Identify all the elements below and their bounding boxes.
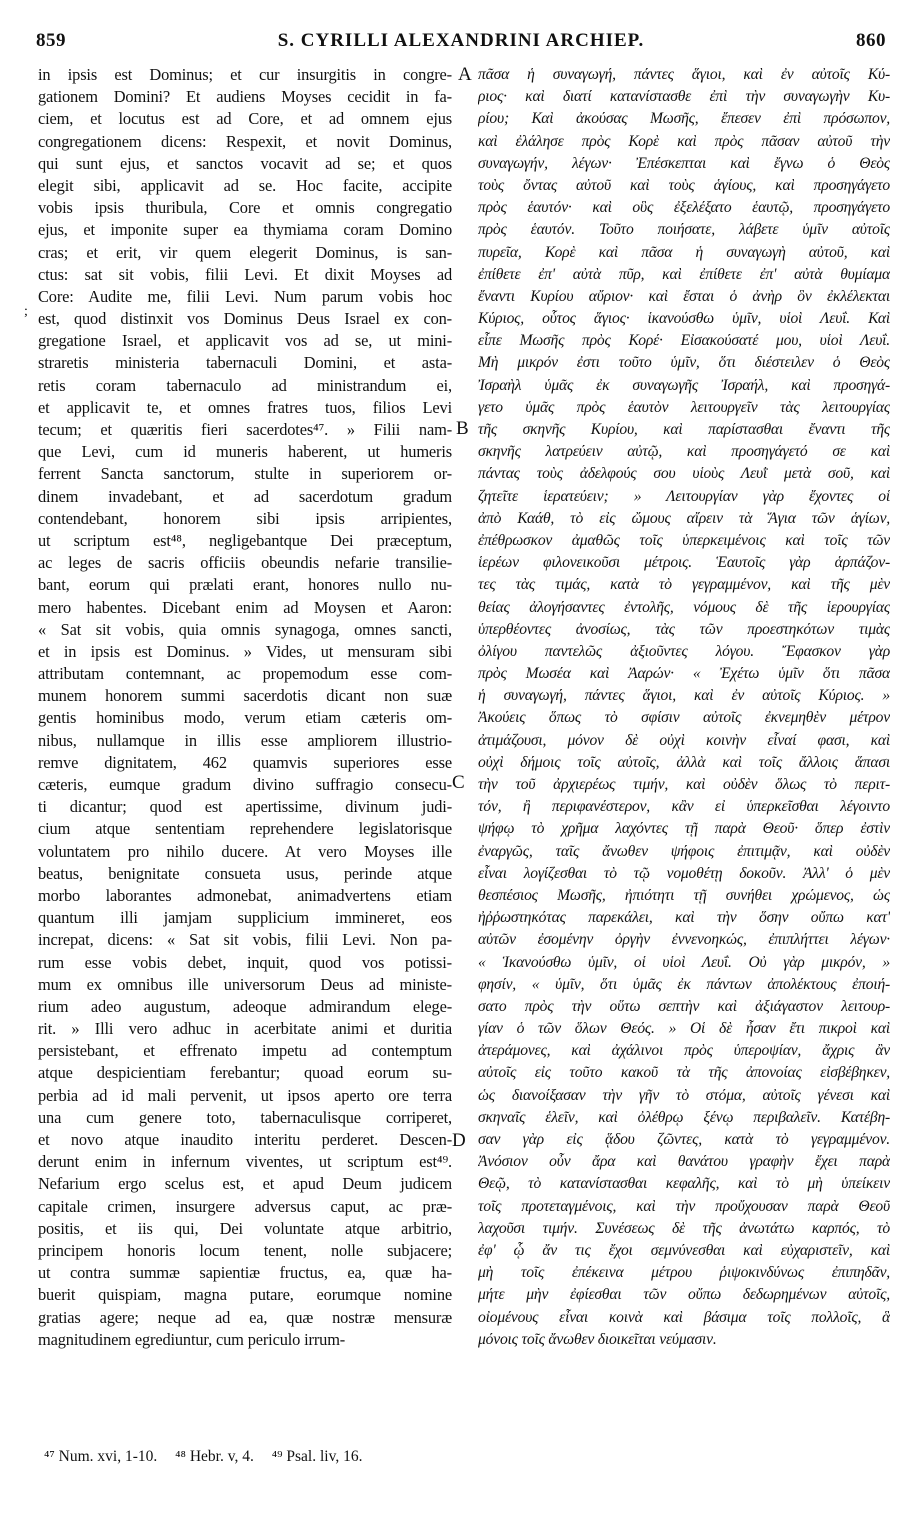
latin-text-line: morbo laborantes admonebat, animadvertens etiam [38, 885, 452, 905]
margin-mark: ; [24, 304, 28, 319]
greek-text-line: ὑπερθέοντες ἀνοσίως, τὰς τῶν προεστηκότων τιμὰς [478, 620, 890, 638]
running-header [36, 30, 886, 60]
greek-text-line: Μὴ μικρόν ἐστι τοῦτο ὑμῖν, ὅτι διέστειλεν ὁ Θεὸς [478, 354, 890, 372]
latin-text-line: in ipsis est Dominus; et cur insurgitis in congre- [38, 65, 452, 84]
greek-text-line: ψήφῳ τὸ χρῆμα λαχόντες τῇ παρὰ Θεοῦ· ὅπερ ἐστὶν [478, 820, 890, 838]
latin-text-line: gationem Domini? Et audiens Moyses cecidit in fa- [38, 87, 452, 107]
greek-text-line: σαν γὰρ εἰς ᾅδου ζῶντες, κατὰ τὸ γεγραμμένον. [478, 1131, 890, 1148]
greek-text-line: σκηναῖς ἑλεῖν, καὶ ὀλέθρῳ ξένῳ περιβαλεῖν. Κατέβη- [478, 1108, 890, 1126]
latin-text-line: Core: Audite me, filii Levi. Num parum vobis hoc [38, 286, 452, 306]
greek-text-line: εἶπε Μωσῆς πρὸς Κορέ· Εἰσακούσατέ μου, υἱοὶ Λευΐ. [478, 332, 890, 350]
latin-text-line: remve dignitatem, 462 quamvis superiores esse [38, 752, 452, 772]
latin-text-line: munem honorem summi sacerdotis dicant non suæ [38, 686, 452, 706]
greek-text-line: συναγωγήν, λέγων· Ἐπέσκεπται καὶ ἔγνω ὁ Θεὸς [478, 154, 890, 172]
greek-text-line: σατο πρὸς τὴν οὕτω σεπτὴν καὶ ἀξιάγαστον λειτουρ- [478, 997, 890, 1015]
greek-text-line: ζητεῖτε ἱερατεύειν; » Λειτουργίαν γὰρ ἔχοντες οἱ [478, 487, 890, 505]
greek-text-line: Ἀκούεις ὅπως τὸ σφίσιν αὐτοῖς ἐκνεμηθὲν μέτρον [478, 709, 890, 727]
latin-text-line: cæteris, eumque gradum divino suffragio consecu- [38, 775, 452, 794]
greek-text-line: τοῖς προτεταγμένοις, καὶ τὴν προὔχουσαν παρὰ Θεοῦ [478, 1197, 890, 1215]
greek-text-line: ρίου; Καὶ ἀκούσας Μωσῆς, ἔπεσεν ἐπὶ πρόσωπον, [478, 110, 890, 128]
greek-text-line: θεσπέσιος Μωσῆς, ἠπιότητι τῇ συνήθει χρώμενος, ὡς [478, 886, 890, 904]
greek-text-line: ἐναργῶς, ταῖς ἄνωθεν ψήφοις ἐπιτιμᾷν, καὶ οὐδὲν [478, 842, 890, 860]
greek-text-line: γετο ὑμᾶς πρὸς ἑαυτὸν λειτουργεῖν τὰς λειτουργίας [478, 398, 890, 416]
greek-text-line: φησίν, « ὑμῖν, ὅτι ὑμᾶς ἐκ πάντων ἀπολέκτους ἐποιή- [478, 975, 890, 993]
latin-text-line: et novo atque inaudito interitu perderet. Descen- [38, 1130, 452, 1149]
greek-text-line: τῆς σκηνῆς Κυρίου, καὶ παρίστασθαι ἔναντι τῆς [478, 421, 890, 438]
latin-text-line: buerit quispiam, magna putare, eorumque nomine [38, 1285, 452, 1305]
latin-text-line: ferrent Sancta sanctorum, stulte in superiorem or- [38, 464, 452, 484]
greek-text-line: « Ἱκανούσθω ὑμῖν, οἱ υἱοὶ Λευΐ. Οὐ γὰρ μικρόν, » [478, 953, 890, 971]
greek-text-line: τες τὰς τιμάς, κατὰ τὸ γεγραμμένον, καὶ τῆς μὲν [478, 576, 890, 594]
section-marker-c: C [452, 772, 465, 793]
right-page-number: 860 [856, 30, 886, 51]
latin-text-line: straretis ministeria tabernaculi Domini, et asta- [38, 353, 452, 373]
footnote: ⁴⁸ Hebr. v, 4. [175, 1448, 254, 1465]
greek-text-line: λαχοῦσι τιμήν. Συνέσεως δὲ τῆς ἀνωτάτω καρπός, τὸ [478, 1219, 890, 1237]
latin-text-line: tecum; et quæritis fieri sacerdotes⁴⁷. » Filii nam- [38, 420, 452, 439]
greek-text-line: ἔναντι Κυρίου αὔριον· καὶ ἔσται ὁ ἀνὴρ ὃν ἐκλέλεκται [478, 287, 890, 305]
latin-text-line: et applicavit te, et omnes fratres tuos, filios Levi [38, 397, 452, 417]
greek-text-line: αὐτῶν ἐσομένην ὀργὴν ἐννενοηκώς, ἐπιπλήττει λέγων· [478, 931, 890, 949]
latin-text-line: magnitudinem egrediuntur, cum periculo irrum- [38, 1329, 346, 1349]
latin-text-line: gratias agere; neque ad ea, quæ nostræ mensuræ [38, 1307, 452, 1327]
latin-text-line: mero habentes. Dicebant enim ad Moysen et Aaron: [38, 597, 452, 617]
latin-text-line: attributam contemnant, ac propemodum esse com- [38, 664, 452, 684]
latin-text-line: perbia ad id mali pervenit, ut ipsos aperto ore terra [38, 1085, 452, 1105]
footnote: ⁴⁷ Num. xvi, 1-10. [44, 1448, 158, 1465]
latin-text-line: rit. » Illi vero adhuc in acerbitate animi et duritia [38, 1019, 452, 1039]
greek-text-line: Θεῷ, τὸ κατανίστασθαι κεφαλῆς, καὶ τὸ μὴ ὑπείκειν [478, 1175, 890, 1193]
greek-text-line: ἐφ' ᾧ ἄν τις ἔχοι σεμνύνεσθαι καὶ εὐχαριστεῖν, καὶ [478, 1241, 890, 1259]
greek-text-line: τόν, ἢ περιφανέστερον, κἂν εἰ ὑπερκεῖσθαι λέγοιντο [478, 798, 890, 816]
latin-text-line: ejus, et imponite super ea thymiama coram Domino [38, 220, 452, 240]
greek-text-line: τοὺς ὄντας αὐτοῦ καὶ τοὺς ἁγίους, καὶ προσηγάγετο [478, 176, 890, 194]
greek-text-line: Ἰσραὴλ ὑμᾶς ἐκ συναγωγῆς Ἰσραήλ, καὶ προσηγά- [478, 376, 890, 394]
greek-text-line: πᾶσα ἡ συναγωγή, πάντες ἅγιοι, καὶ ἐν αὐτοῖς Κύ- [478, 66, 890, 83]
greek-text-line: πυρεῖα, Κορὲ καὶ πᾶσα ἡ συναγωγὴ αὐτοῦ, καὶ [478, 243, 890, 261]
greek-text-line: Ἀνόσιον οὖν ἄρα καὶ θανάτου γραφὴν ἔχει παρὰ [478, 1153, 890, 1171]
latin-text-line: contendebant, honorem sibi ipsis arripientes, [38, 508, 452, 528]
running-title: S. CYRILLI ALEXANDRINI ARCHIEP. [277, 30, 645, 51]
latin-column [38, 64, 452, 1351]
section-marker-a: A [458, 64, 472, 85]
latin-text-line: voluntatem pro nihilo ducere. At vero Moyses ille [38, 841, 452, 861]
latin-text-line: retis coram tabernaculo ad ministrandum ei, [38, 375, 452, 395]
greek-text-line: ἱερέων φιλονεικοῦσι μέτροις. Ἑαυτοῖς γὰρ ἁρπάζον- [478, 554, 890, 572]
latin-text-line: ti dicantur; quod est apertissime, divinum judi- [38, 797, 452, 817]
latin-text-line: increpat, dicens: « Sat sit vobis, filii Levi. Non pa- [38, 930, 452, 950]
latin-text-line: rum esse vobis debet, inquit, quod vos potissi- [38, 952, 452, 972]
latin-text-line: « Sat sit vobis, quia omnis synagoga, omnes sancti, [38, 619, 452, 639]
latin-text-line: ctus: sat sit vobis, filii Levi. Et dixit Moyses ad [38, 264, 452, 284]
greek-text-line: μήτε μὴν ἐφίεσθαι τῶν οὔπω δεδωρημένων αὐτοῖς, [478, 1286, 890, 1304]
latin-text-line: cras; et erit, vir quem elegerit Dominus, is san- [38, 242, 452, 262]
latin-text-line: ac leges de sacris officiis obeundis nefarie transilie- [38, 553, 452, 573]
greek-text-line: μόνοις τοῖς ἄνωθεν διοικεῖται νεύμασιν. [478, 1330, 717, 1348]
greek-text-line: ἠῤῥωστηκότας παρεκάλει, καὶ τὴν ὅσην οὔπω κατ' [478, 909, 890, 927]
latin-text-line: gentis hominibus modo, verum etiam cæteris om- [38, 708, 452, 728]
greek-text-line: αὐτοῖς εἰς τοῦτο κακοῦ τὰ τῆς ἀπονοίας εἰσβέβηκεν, [478, 1064, 890, 1082]
greek-text-line: οὐχὶ δήμοις τοῖς αὐτοῖς, ἀλλὰ καὶ τοῖς ἄλλοις ἅπασι [478, 753, 890, 771]
greek-text-line: γίαν ὁ τῶν ὅλων Θεός. » Οἱ δὲ ἦσαν ἔτι πικροὶ καὶ [478, 1020, 890, 1038]
greek-text-line: πρὸς Μωσέα καὶ Ἀαρών· « Ἐχέτω ὑμῖν ὅτι πᾶσα [478, 665, 890, 683]
latin-text-line: congregationem dicens: Respexit, et novit Dominus, [38, 131, 452, 151]
latin-text-line: capitale crimen, insurgere adversus caput, ac præ- [38, 1196, 452, 1216]
greek-column [478, 64, 890, 1351]
footnote: ⁴⁹ Psal. liv, 16. [271, 1448, 363, 1465]
latin-text-line: ciem, et locutus est ad Core, et ad omnem ejus [38, 109, 452, 129]
greek-text-line: ἐπίθετε ἐπ' αὐτὰ πῦρ, καὶ ἐπίθετε ἐπ' αὐτὰ θυμίαμα [478, 265, 890, 283]
latin-text-line: rium adeo augustum, adeoque admirandum elege- [38, 996, 452, 1016]
greek-text-line: οἰομένους εἶναι κοινὰ καὶ βάσιμα τοῖς πολλοῖς, ἃ [478, 1308, 890, 1326]
greek-text-line: ἡ συναγωγή, πάντες ἅγιοι, καὶ ἐν αὐτοῖς Κύριος. » [478, 687, 890, 705]
greek-text-line: ἐπέθρωσκον ἀμαθῶς τοῖς ὑπερκειμένοις καὶ τοῖς τῶν [478, 531, 890, 549]
footnotes [44, 1448, 376, 1466]
latin-text-line: vobis ipsis thuribula, Core et omnis congregatio [38, 198, 452, 218]
greek-text-line: καὶ ἐλάλησε πρὸς Κορὲ καὶ πρὸς πᾶσαν αὐτοῦ τὴν [478, 132, 890, 150]
latin-text-line: persistebant, et effrenato impetu ad contemptum [38, 1041, 452, 1061]
latin-text-line: mum ex omnibus ille universorum Deus ad ministe- [38, 974, 452, 994]
greek-text-line: ὀλίγου παντελῶς ἀξιοῦντες λόγου. Ἔφασκον γὰρ [478, 642, 890, 660]
latin-text-line: quantum illi jamjam supplicium immineret, eos [38, 908, 452, 928]
greek-text-line: εἶναι λογίζεσθαι τὸ τῷ νομοθέτῃ δοκοῦν. Ἀλλ' ὁ μὲν [478, 864, 890, 882]
section-marker-d: D [452, 1130, 466, 1151]
greek-text-line: σκηνῆς λατρεύειν αὐτῷ, καὶ προσηγάγετό σε καὶ [478, 443, 890, 461]
latin-text-line: est, quod distinxit vos Dominus Deus Israel ex con- [38, 309, 452, 329]
greek-text-line: τὴν τοῦ ἀρχιερέως τιμήν, καὶ οὐδὲν ὅλως τὸ περιτ- [478, 776, 890, 793]
latin-text-line: principem honoris locum tenent, nolle subjacere; [38, 1240, 452, 1260]
latin-text-line: qui sunt ejus, et sanctos vocavit ad se; et quos [38, 153, 452, 173]
latin-text-line: cium atque sententiam reprehendere legislatorisque [38, 819, 452, 839]
latin-text-line: ut scriptum est⁴⁸, negligebantque Dei præceptum, [38, 530, 452, 550]
latin-text-line: gregatione Israel, et applicavit vos ad se, ut mini- [38, 331, 452, 351]
latin-text-line: dinem invadebant, et ad sacerdotum gradum [38, 486, 452, 506]
latin-text-line: Nefarium ergo scelus est, et apud Deum judicem [38, 1174, 452, 1194]
latin-text-line: derunt enim in infernum viventes, ut scriptum est⁴⁹. [38, 1152, 452, 1172]
greek-text-line: πρὸς ἑαυτόν. Τοῦτο ποιήσατε, λάβετε ὑμῖν αὐτοῖς [478, 221, 890, 239]
section-marker-b: B [456, 418, 469, 439]
latin-text-line: elegit sibi, applicavit ad se. Hoc facite, accipite [38, 175, 452, 195]
latin-text-line: positis, et iis qui, Dei voluntate atque arbitrio, [38, 1218, 452, 1238]
latin-text-line: bant, eorum qui prælati erant, honores nullo nu- [38, 575, 452, 595]
greek-text-line: ὡς διανοίξασαν τὴν γῆν τὸ στόμα, αὐτοῖς γένεσι καὶ [478, 1086, 890, 1104]
greek-text-line: ριος· καὶ διατί κατανίστασθε ἐπὶ τὴν συναγωγὴν Κυ- [478, 88, 890, 106]
greek-text-line: πρὸς ἑαυτόν· καὶ οὓς ἐξελέξατο ἑαυτῷ, προσηγάγετο [478, 199, 890, 217]
greek-text-line: ἀπὸ Καάθ, τὸ εἰς ὤμους αἴρειν τὰ Ἅγια τῶν ἁγίων, [478, 509, 890, 527]
left-page-number: 859 [36, 30, 66, 51]
latin-text-line: et in ipsis est Dominus. » Vides, ut mensuram sibi [38, 641, 452, 661]
latin-text-line: una cum genere toto, tabernaculisque corriperet, [38, 1107, 452, 1127]
greek-text-line: πάντας τοὺς ἀδελφούς σου υἱοὺς Λευῒ μετὰ σοῦ, καὶ [478, 465, 890, 483]
latin-text-line: beatus, benignitate consueta usus, perinde atque [38, 863, 452, 883]
latin-text-line: que Levi, cum id muneris haberent, ut humeris [38, 442, 452, 462]
greek-text-line: μὴ τοῖς ἐπέκεινα μέτρου ῥιψοκινδύνως ἐπιπηδᾶν, [478, 1264, 890, 1282]
greek-text-line: ἀτεράμονες, καὶ ἀχάλινοι πρὸς ὑπεροψίαν, ἄχρις ἂν [478, 1042, 890, 1060]
latin-text-line: atque despicientiam ferebantur; quoad eorum su- [38, 1063, 452, 1083]
greek-text-line: ἀτιμάζουσι, μόνον δὲ οὐχὶ κοινὴν εἶναί φασι, καὶ [478, 731, 890, 749]
greek-text-line: θείας ἀλογήσαντες ἐντολῆς, νόμους δὲ τῆς ἱερουργίας [478, 598, 890, 616]
latin-text-line: nibus, nullamque in illis esse ampliorem illustrio- [38, 730, 452, 750]
latin-text-line: ut contra summæ sapientiæ fructus, ea, quæ ha- [38, 1263, 452, 1283]
greek-text-line: Κύριος, οὗτος ἅγιος· ἱκανούσθω ὑμῖν, υἱοὶ Λευΐ. Καὶ [478, 310, 890, 328]
